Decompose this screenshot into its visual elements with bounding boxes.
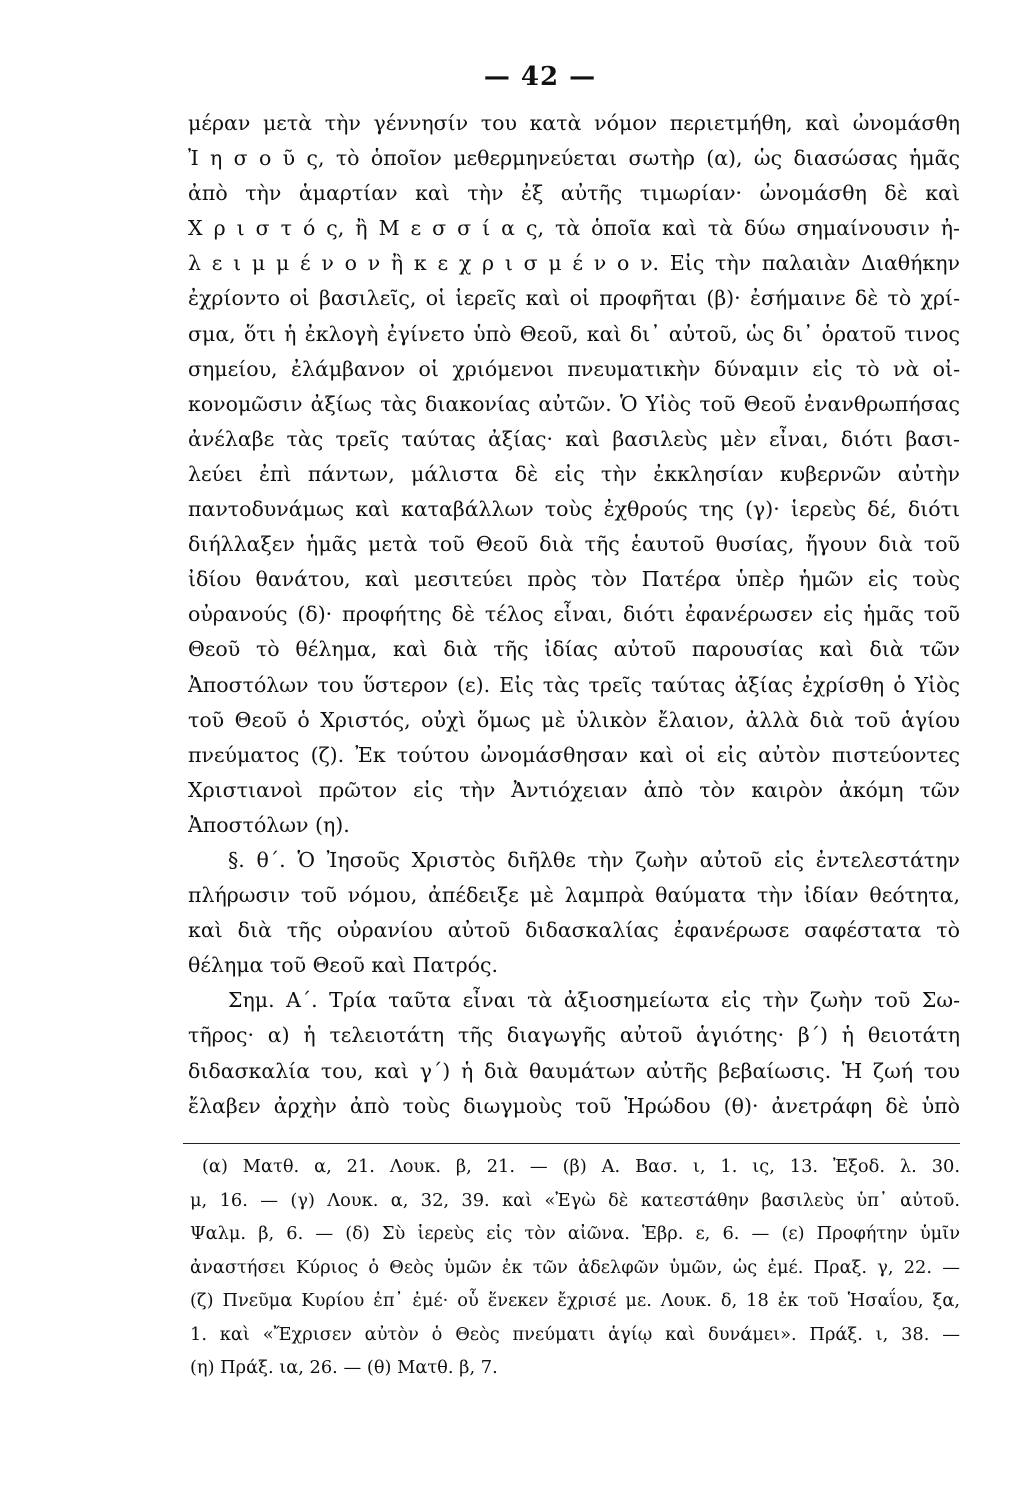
footnotes	[190, 1150, 960, 1385]
text-line: διδασκαλία του, καὶ γ΄) ἡ διὰ θαυμάτων αὐτῆς βεβαίωσις. Ἡ ζωή του	[188, 1058, 960, 1083]
footnote-line: ἀναστήσει Κύριος ὁ Θεὸς ὑμῶν ἐκ τῶν ἀδελφῶν ὑμῶν, ὡς ἐμέ. Πραξ. γ, 22. —	[190, 1256, 960, 1278]
text-line: κονομῶσιν ἀξίως τὰς διακονίας αὐτῶν. Ὁ Υἱὸς τοῦ Θεοῦ ἐνανθρωπήσας	[188, 391, 960, 416]
text-line: διήλλαξεν ἡμᾶς μετὰ τοῦ Θεοῦ διὰ τῆς ἑαυτοῦ θυσίας, ἤγουν διὰ τοῦ	[188, 532, 960, 557]
text-line: Ἰ η σ ο ῦ ς, τὸ ὁποῖον μεθερμηνεύεται σωτὴρ (α), ὡς διασώσας ἡμᾶς	[188, 146, 960, 171]
text-line: πλήρωσιν τοῦ νόμου, ἀπέδειξε μὲ λαμπρὰ θαύματα τὴν ἰδίαν θεότητα,	[188, 883, 960, 908]
text-line: Θεοῦ τὸ θέλημα, καὶ διὰ τῆς ἰδίας αὐτοῦ παρουσίας καὶ διὰ τῶν	[188, 637, 960, 662]
body-text	[188, 106, 960, 1124]
text-line: ἰδίου θανάτου, καὶ μεσιτεύει πρὸς τὸν Πατέρα ὑπὲρ ἡμῶν εἰς τοὺς	[188, 567, 960, 592]
text-line: παντοδυνάμως καὶ καταβάλλων τοὺς ἐχθρούς της (γ)· ἱερεὺς δέ, διότι	[188, 497, 960, 522]
note-heading-line: Σημ. Α΄. Τρία ταῦτα εἶναι τὰ ἀξιοσημείωτα εἰς τὴν ζωὴν τοῦ Σω-	[228, 988, 960, 1013]
text-line: μέραν μετὰ τὴν γέννησίν του κατὰ νόμον περιετμήθη, καὶ ὠνομάσθη	[188, 111, 960, 135]
text-line: λ ε ι μ μ έ ν ο ν ἢ κ ε χ ρ ι σ μ έ ν ο ν. Εἰς τὴν παλαιὰν Διαθήκην	[188, 251, 960, 276]
text-line: τῆρος· α) ἡ τελειοτάτη τῆς διαγωγῆς αὐτοῦ ἁγιότης· β΄) ἡ θειοτάτη	[188, 1023, 960, 1048]
text-line: σημείου, ἐλάμβανον οἱ χριόμενοι πνευματικὴν δύναμιν εἰς τὸ νὰ οἰ-	[188, 356, 960, 381]
footnote-line: μ, 16. — (γ) Λουκ. α, 32, 39. καὶ «Ἐγὼ δὲ κατεστάθην βασιλεὺς ὑπ᾽ αὐτοῦ.	[190, 1189, 960, 1211]
text-line: λεύει ἐπὶ πάντων, μάλιστα δὲ εἰς τὴν ἐκκλησίαν κυβερνῶν αὐτὴν	[188, 461, 960, 486]
text-line: ἀπὸ τὴν ἁμαρτίαν καὶ τὴν ἐξ αὐτῆς τιμωρίαν· ὠνομάσθη δὲ καὶ	[188, 181, 960, 206]
text-line: ἔλαβεν ἀρχὴν ἀπὸ τοὺς διωγμοὺς τοῦ Ἡρώδου (θ)· ἀνετράφη δὲ ὑπὸ	[188, 1093, 960, 1118]
text-line: σμα, ὅτι ἡ ἐκλογὴ ἐγίνετο ὑπὸ Θεοῦ, καὶ δι᾽ αὐτοῦ, ὡς δι᾽ ὁρατοῦ τινος	[188, 321, 960, 346]
text-line: Ἀποστόλων του ὕστερον (ε). Εἰς τὰς τρεῖς ταύτας ἀξίας ἐχρίσθη ὁ Υἱὸς	[188, 672, 960, 697]
footnote-line: (η) Πράξ. ια, 26. — (θ) Ματθ. β, 7.	[190, 1357, 498, 1378]
page-number: — 42 —	[483, 62, 597, 92]
text-line: ἐχρίοντο οἱ βασιλεῖς, οἱ ἱερεῖς καὶ οἱ προφῆται (β)· ἐσήμαινε δὲ τὸ χρί-	[188, 286, 960, 311]
footnote-divider	[183, 1143, 960, 1144]
section-heading-line: §. θ΄. Ὁ Ἰησοῦς Χριστὸς διῆλθε τὴν ζωὴν αὐτοῦ εἰς ἐντελεστάτην	[228, 847, 960, 872]
text-line: ἀνέλαβε τὰς τρεῖς ταύτας ἀξίας· καὶ βασιλεὺς μὲν εἶναι, διότι βασι-	[188, 426, 960, 451]
text-line: Ἀποστόλων (η).	[188, 812, 350, 837]
footnote-line: (α) Ματθ. α, 21. Λουκ. β, 21. — (β) Α. Βασ. ι, 1. ις, 13. Ἐξοδ. λ. 30.	[202, 1156, 960, 1177]
text-line: Χ ρ ι σ τ ό ς, ἢ Μ ε σ σ ί α ς, τὰ ὁποῖα καὶ τὰ δύω σημαίνουσιν ἠ-	[188, 216, 960, 241]
text-line: οὐρανούς (δ)· προφήτης δὲ τέλος εἶναι, διότι ἐφανέρωσεν εἰς ἡμᾶς τοῦ	[188, 602, 960, 627]
text-line: θέλημα τοῦ Θεοῦ καὶ Πατρός.	[188, 953, 498, 978]
text-line: πνεύματος (ζ). Ἐκ τούτου ὠνομάσθησαν καὶ οἱ εἰς αὐτὸν πιστεύοντες	[188, 742, 960, 767]
text-line: τοῦ Θεοῦ ὁ Χριστός, οὐχὶ ὅμως μὲ ὑλικὸν ἔλαιον, ἀλλὰ διὰ τοῦ ἁγίου	[188, 707, 960, 732]
footnote-line: Ψαλμ. β, 6. — (δ) Σὺ ἱερεὺς εἰς τὸν αἰῶνα. Ἑβρ. ε, 6. — (ε) Προφήτην ὑμῖν	[190, 1223, 960, 1244]
footnote-line: (ζ) Πνεῦμα Κυρίου ἐπ᾽ ἐμέ· οὗ ἕνεκεν ἔχρισέ με. Λουκ. δ, 18 ἐκ τοῦ Ἡσαΐου, ξα,	[190, 1290, 960, 1311]
footnote-line: 1. καὶ «Ἔχρισεν αὐτὸν ὁ Θεὸς πνεύματι ἁγίῳ καὶ δυνάμει». Πράξ. ι, 38. —	[190, 1323, 960, 1345]
text-line: καὶ διὰ τῆς οὐρανίου αὐτοῦ διδασκαλίας ἐφανέρωσε σαφέστατα τὸ	[188, 918, 960, 943]
text-line: Χριστιανοὶ πρῶτον εἰς τὴν Ἀντιόχειαν ἀπὸ τὸν καιρὸν ἀκόμη τῶν	[188, 777, 960, 802]
